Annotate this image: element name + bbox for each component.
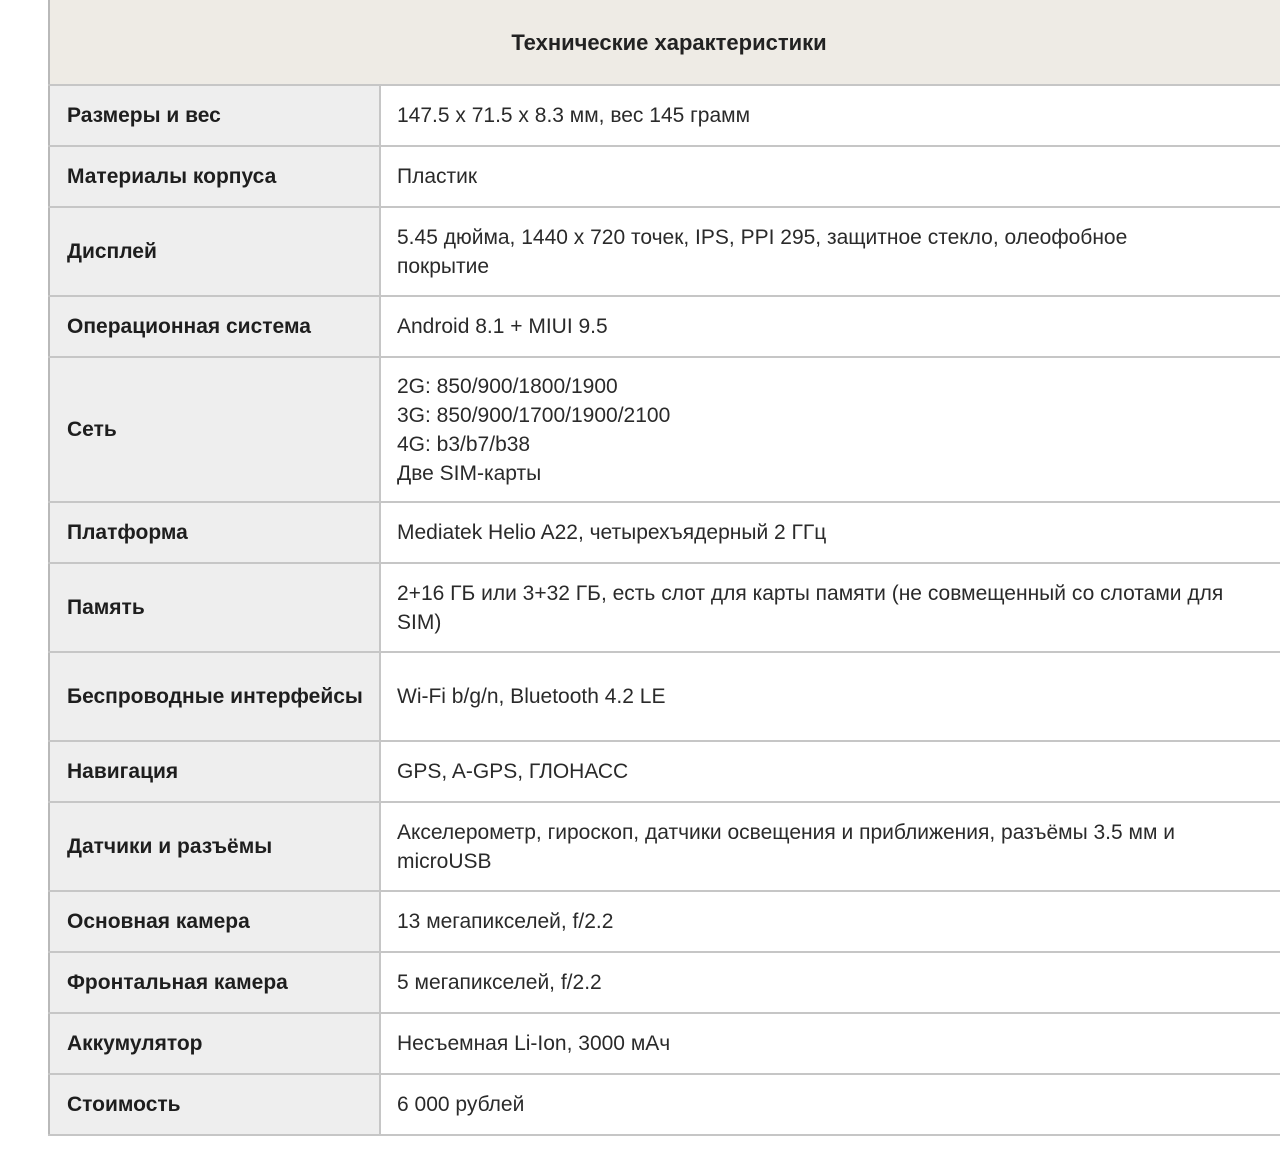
- spec-value-line: Несъемная Li-Ion, 3000 мАч: [397, 1032, 671, 1055]
- table-row: [49, 563, 1280, 652]
- spec-label: Датчики и разъёмы: [49, 802, 380, 891]
- spec-label: Память: [49, 563, 380, 652]
- table-row: [49, 207, 1280, 296]
- spec-value: [380, 207, 1280, 296]
- spec-value-line: 2+16 ГБ или 3+32 ГБ, есть слот для карты памяти (не совмещенный со слотами для: [397, 581, 1224, 605]
- spec-value-line: покрытие: [397, 254, 490, 278]
- spec-value: [380, 1013, 1280, 1074]
- spec-value-line: GPS, A-GPS, ГЛОНАСС: [397, 760, 629, 783]
- spec-label: Основная камера: [49, 891, 380, 952]
- spec-value-line: 13 мегапикселей, f/2.2: [397, 910, 614, 933]
- table-row: [49, 1074, 1280, 1135]
- spec-value-line: Две SIM-карты: [397, 461, 542, 485]
- spec-value: [380, 1074, 1280, 1135]
- spec-value-line: 6 000 рублей: [397, 1093, 525, 1116]
- spec-value-line: 5 мегапикселей, f/2.2: [397, 971, 602, 994]
- spec-value: [380, 296, 1280, 357]
- spec-value-line: Пластик: [397, 165, 478, 188]
- spec-value-line: 2G: 850/900/1800/1900: [397, 374, 618, 398]
- spec-label: Дисплей: [49, 207, 380, 296]
- table-title: Технические характеристики: [49, 0, 1280, 85]
- table-header-row: [49, 0, 1280, 85]
- spec-value-line: 147.5 x 71.5 x 8.3 мм, вес 145 грамм: [397, 104, 751, 127]
- spec-value: [380, 741, 1280, 802]
- spec-label: Материалы корпуса: [49, 146, 380, 207]
- spec-value: [380, 357, 1280, 502]
- spec-label: Аккумулятор: [49, 1013, 380, 1074]
- table-row: [49, 357, 1280, 502]
- table-row: [49, 296, 1280, 357]
- spec-value-line: Акселерометр, гироскоп, датчики освещения и приближения, разъёмы 3.5 мм и: [397, 820, 1175, 844]
- spec-value-line: microUSB: [397, 849, 492, 873]
- spec-value: [380, 563, 1280, 652]
- table-row: [49, 146, 1280, 207]
- spec-label: Платформа: [49, 502, 380, 563]
- spec-value: [380, 652, 1280, 741]
- table-row: [49, 1013, 1280, 1074]
- table-row: [49, 741, 1280, 802]
- spec-value: [380, 146, 1280, 207]
- spec-label: Стоимость: [49, 1074, 380, 1135]
- table-row: [49, 952, 1280, 1013]
- spec-value-line: SIM): [397, 610, 442, 634]
- spec-label: Фронтальная камера: [49, 952, 380, 1013]
- spec-value: [380, 952, 1280, 1013]
- spec-label: Беспроводные интерфейсы: [49, 652, 380, 741]
- table-row: [49, 652, 1280, 741]
- spec-value-line: 4G: b3/b7/b38: [397, 432, 531, 456]
- spec-label: Сеть: [49, 357, 380, 502]
- spec-label: Операционная система: [49, 296, 380, 357]
- spec-value-line: 3G: 850/900/1700/1900/2100: [397, 403, 671, 427]
- specs-table-container: [48, 0, 1280, 1136]
- spec-label: Размеры и вес: [49, 85, 380, 146]
- spec-value: [380, 802, 1280, 891]
- table-row: [49, 891, 1280, 952]
- spec-value: [380, 85, 1280, 146]
- spec-value-line: 5.45 дюйма, 1440 x 720 точек, IPS, PPI 295, защитное стекло, олеофобное: [397, 225, 1128, 249]
- table-row: [49, 802, 1280, 891]
- spec-value-line: Android 8.1 + MIUI 9.5: [397, 315, 608, 338]
- spec-value: [380, 891, 1280, 952]
- spec-value-line: Wi-Fi b/g/n, Bluetooth 4.2 LE: [397, 685, 666, 708]
- specs-table: [48, 0, 1280, 1136]
- spec-label: Навигация: [49, 741, 380, 802]
- spec-value: [380, 502, 1280, 563]
- table-row: [49, 502, 1280, 563]
- table-row: [49, 85, 1280, 146]
- spec-value-line: Mediatek Helio A22, четырехъядерный 2 ГГц: [397, 521, 827, 544]
